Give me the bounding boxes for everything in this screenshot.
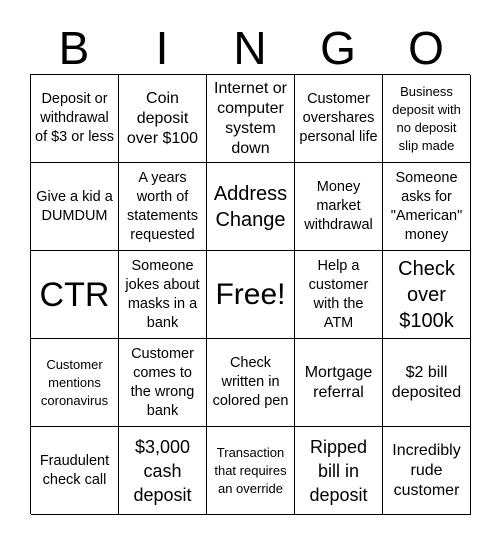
header-letter-b: B bbox=[58, 22, 90, 74]
bingo-cell[interactable] bbox=[31, 251, 119, 339]
bingo-cell[interactable] bbox=[383, 163, 471, 251]
bingo-cell[interactable] bbox=[119, 163, 207, 251]
bingo-cell[interactable] bbox=[119, 75, 207, 163]
bingo-free-cell[interactable] bbox=[207, 251, 295, 339]
bingo-cell-text: Customer mentions coronavirus bbox=[40, 356, 109, 408]
bingo-cell[interactable] bbox=[383, 427, 471, 515]
bingo-cell-text: Check over $100k bbox=[398, 257, 455, 332]
bingo-cell-text: Check written in colored pen bbox=[212, 355, 289, 409]
header-letter-i: I bbox=[155, 22, 169, 74]
bingo-cell[interactable] bbox=[295, 251, 383, 339]
bingo-cell-text: Coin deposit over $100 bbox=[126, 89, 199, 147]
bingo-cell[interactable] bbox=[207, 163, 295, 251]
bingo-cell-text: Deposit or withdrawal of $3 or less bbox=[35, 91, 114, 145]
bingo-cell-text: Customer comes to the wrong bank bbox=[130, 345, 195, 419]
bingo-cell-text: A years worth of statements requested bbox=[127, 169, 198, 243]
bingo-cell-text: $3,000 cash deposit bbox=[133, 436, 192, 505]
bingo-cell[interactable] bbox=[295, 163, 383, 251]
bingo-cell[interactable] bbox=[207, 427, 295, 515]
bingo-cell[interactable] bbox=[31, 339, 119, 427]
bingo-cell-text: Incredibly rude customer bbox=[392, 441, 461, 499]
bingo-cell[interactable] bbox=[383, 251, 471, 339]
bingo-cell-text: Internet or computer system down bbox=[214, 79, 287, 157]
bingo-cell-text: Address Change bbox=[213, 182, 288, 231]
bingo-cell[interactable] bbox=[119, 251, 207, 339]
bingo-cell[interactable] bbox=[119, 339, 207, 427]
header-letter-g: G bbox=[320, 22, 356, 74]
header-letter-n: N bbox=[233, 22, 267, 74]
bingo-cell[interactable] bbox=[295, 427, 383, 515]
bingo-cell[interactable] bbox=[31, 75, 119, 163]
bingo-cell-text: $2 bill deposited bbox=[391, 363, 462, 401]
bingo-cell-text: Someone asks for "American" money bbox=[390, 169, 463, 243]
bingo-cell-text: Money market withdrawal bbox=[304, 179, 373, 233]
bingo-cell[interactable] bbox=[207, 339, 295, 427]
bingo-cell[interactable] bbox=[383, 339, 471, 427]
bingo-cell[interactable] bbox=[295, 75, 383, 163]
bingo-cell-text: Business deposit with no deposit slip made bbox=[392, 83, 461, 153]
bingo-cell[interactable] bbox=[31, 163, 119, 251]
bingo-cell-text: Mortgage referral bbox=[304, 363, 373, 401]
bingo-cell-text: Someone jokes about masks in a bank bbox=[125, 257, 200, 331]
bingo-cell-text: Ripped bill in deposit bbox=[309, 436, 368, 505]
bingo-cell-text: CTR bbox=[39, 275, 110, 314]
bingo-cell-text: Customer overshares personal life bbox=[299, 91, 378, 145]
bingo-cell[interactable] bbox=[119, 427, 207, 515]
bingo-cell-text: Transaction that requires an override bbox=[214, 444, 287, 496]
bingo-cell[interactable] bbox=[295, 339, 383, 427]
bingo-header bbox=[30, 22, 470, 74]
bingo-cell-text: Free! bbox=[215, 277, 286, 311]
bingo-cell[interactable] bbox=[383, 75, 471, 163]
bingo-card-grid bbox=[30, 74, 470, 514]
bingo-cell[interactable] bbox=[207, 75, 295, 163]
bingo-cell-text: Fraudulent check call bbox=[39, 452, 110, 488]
header-letter-o: O bbox=[408, 22, 444, 74]
bingo-cell[interactable] bbox=[31, 427, 119, 515]
bingo-cell-text: Give a kid a DUMDUM bbox=[36, 188, 113, 224]
bingo-cell-text: Help a customer with the ATM bbox=[308, 257, 369, 331]
